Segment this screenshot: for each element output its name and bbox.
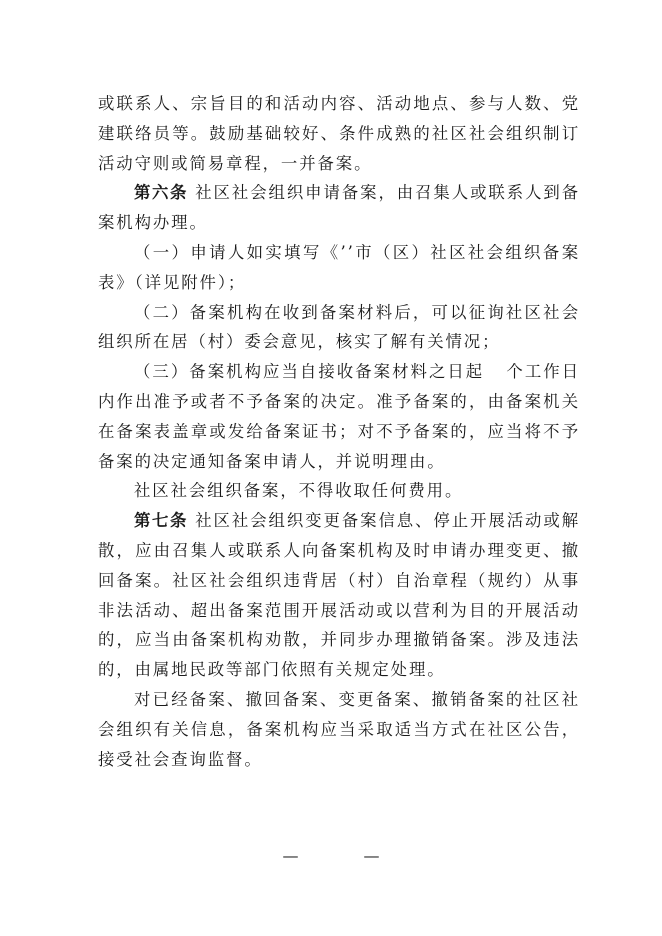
article-6-item-2 xyxy=(98,298,580,358)
fee-paragraph xyxy=(98,476,580,506)
article-6-item-1 xyxy=(98,238,580,298)
article-7-text: 社区社会组织变更备案信息、停止开展活动或解散，应由召集人或联系人向备案机构及时申请办理变更、撤回备案。社区社会组织违背居（村）自治章程（规约）从事非法活动、超出备案范围开展活动或以营利为目的开展活动的，应当由备案机构劝散，并同步办理撤销备案。涉及违法的，由属地民政等部门依照有关规定处理。 xyxy=(98,511,580,680)
article-6-label: 第六条 xyxy=(134,183,189,203)
article-6-text: 社区社会组织申请备案，由召集人或联系人到备案机构办理。 xyxy=(98,183,580,233)
item-2-text: （二）备案机构在收到备案材料后，可以征询社区社会组织所在居（村）委会意见，核实了解有关情况； xyxy=(98,302,580,352)
article-6-item-3 xyxy=(98,357,580,476)
publicity-text: 对已经备案、撤回备案、变更备案、撤销备案的社区社会组织有关信息，备案机构应当采取适当方式在社区公告，接受社会查询监督。 xyxy=(98,689,580,769)
item-1-text: （一）申请人如实填写《’’市（区）社区社会组织备案表》（详见附件）； xyxy=(98,242,580,292)
document-body xyxy=(98,89,580,774)
paragraph-text: 或联系人、宗旨目的和活动内容、活动地点、参与人数、党建联络员等。鼓励基础较好、条件成熟的社区社会组织制订活动守则或简易章程，一并备案。 xyxy=(98,94,580,173)
article-7-paragraph xyxy=(98,506,580,685)
page-footer-marks: — — xyxy=(282,846,410,865)
paragraph-continuation xyxy=(98,89,580,178)
fee-text: 社区社会组织备案，不得收取任何费用。 xyxy=(134,481,464,501)
article-6-paragraph xyxy=(98,178,580,238)
item-3-text-after-blank: 个工作日内作出准予或者不予备案的决定。准予备案的，由备案机关在备案表盖章或发给备案证书；对不予备案的，应当将不予备案的决定通知备案申请人，并说明理由。 xyxy=(98,362,580,471)
item-3-text-before-blank: （三）备案机构应当自接收备案材料之日起 xyxy=(134,362,485,382)
publicity-paragraph xyxy=(98,685,580,774)
article-7-label: 第七条 xyxy=(134,511,189,531)
